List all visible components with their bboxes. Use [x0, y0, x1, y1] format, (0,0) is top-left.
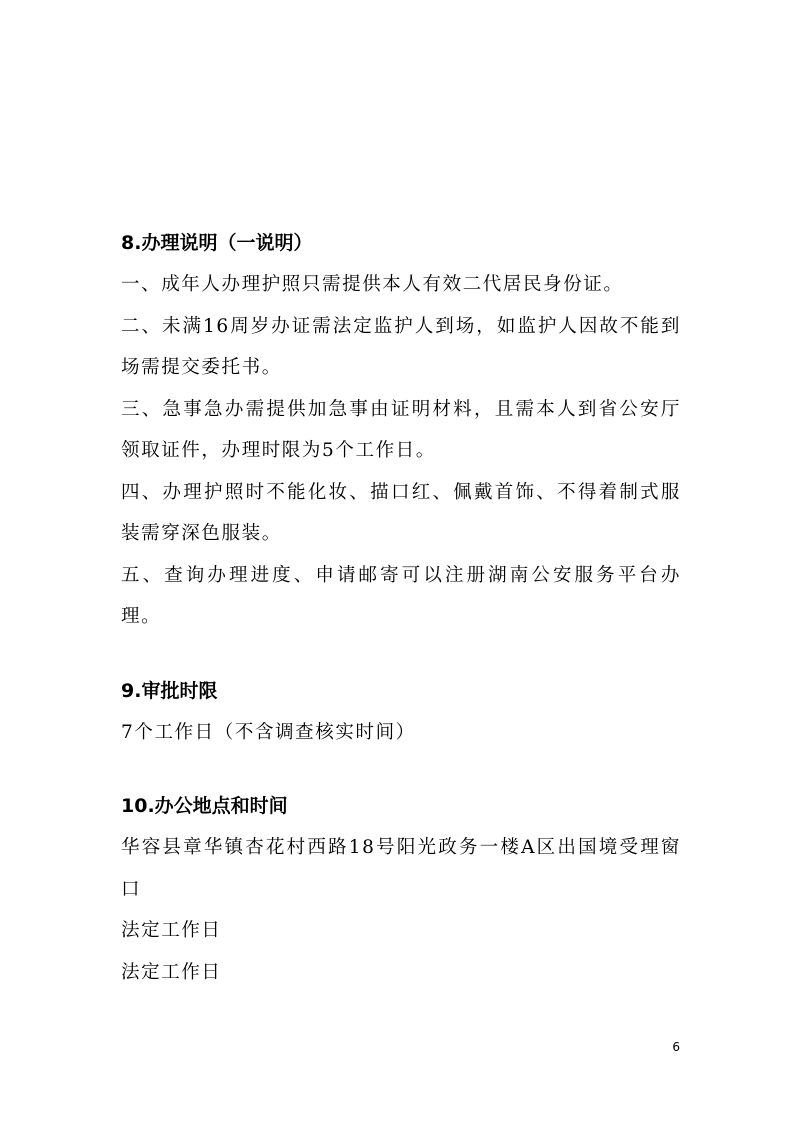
section-processing-notes — [121, 228, 681, 638]
paragraph: 二、未满16周岁办证需法定监护人到场，如监护人因故不能到场需提交委托书。 — [121, 315, 681, 378]
paragraph: 法定工作日 — [121, 920, 222, 941]
section-approval-time-limit — [121, 676, 681, 754]
section-office-location-hours — [121, 791, 681, 993]
section-heading: 9.审批时限 — [121, 679, 218, 702]
paragraph: 五、查询办理进度、申请邮寄可以注册湖南公安服务平台办理。 — [121, 564, 681, 627]
page-number: 6 — [672, 1040, 680, 1054]
paragraph: 三、急事急办需提供加急事由证明材料，且需本人到省公安厅领取证件，办理时限为5个工作日。 — [121, 398, 681, 461]
paragraph: 四、办理护照时不能化妆、描口红、佩戴首饰、不得着制式服装需穿深色服装。 — [121, 481, 681, 544]
section-heading: 10.办公地点和时间 — [121, 795, 288, 817]
page-content — [121, 228, 681, 993]
section-heading: 8.办理说明（一说明） — [121, 232, 313, 254]
paragraph: 法定工作日 — [121, 961, 222, 983]
paragraph: 7个工作日（不含调查核实时间） — [121, 721, 416, 743]
paragraph: 一、成年人办理护照只需提供本人有效二代居民身份证。 — [121, 274, 624, 295]
paragraph: 华容县章华镇杏花村西路18号阳光政务一楼A区出国境受理窗口 — [121, 837, 681, 900]
